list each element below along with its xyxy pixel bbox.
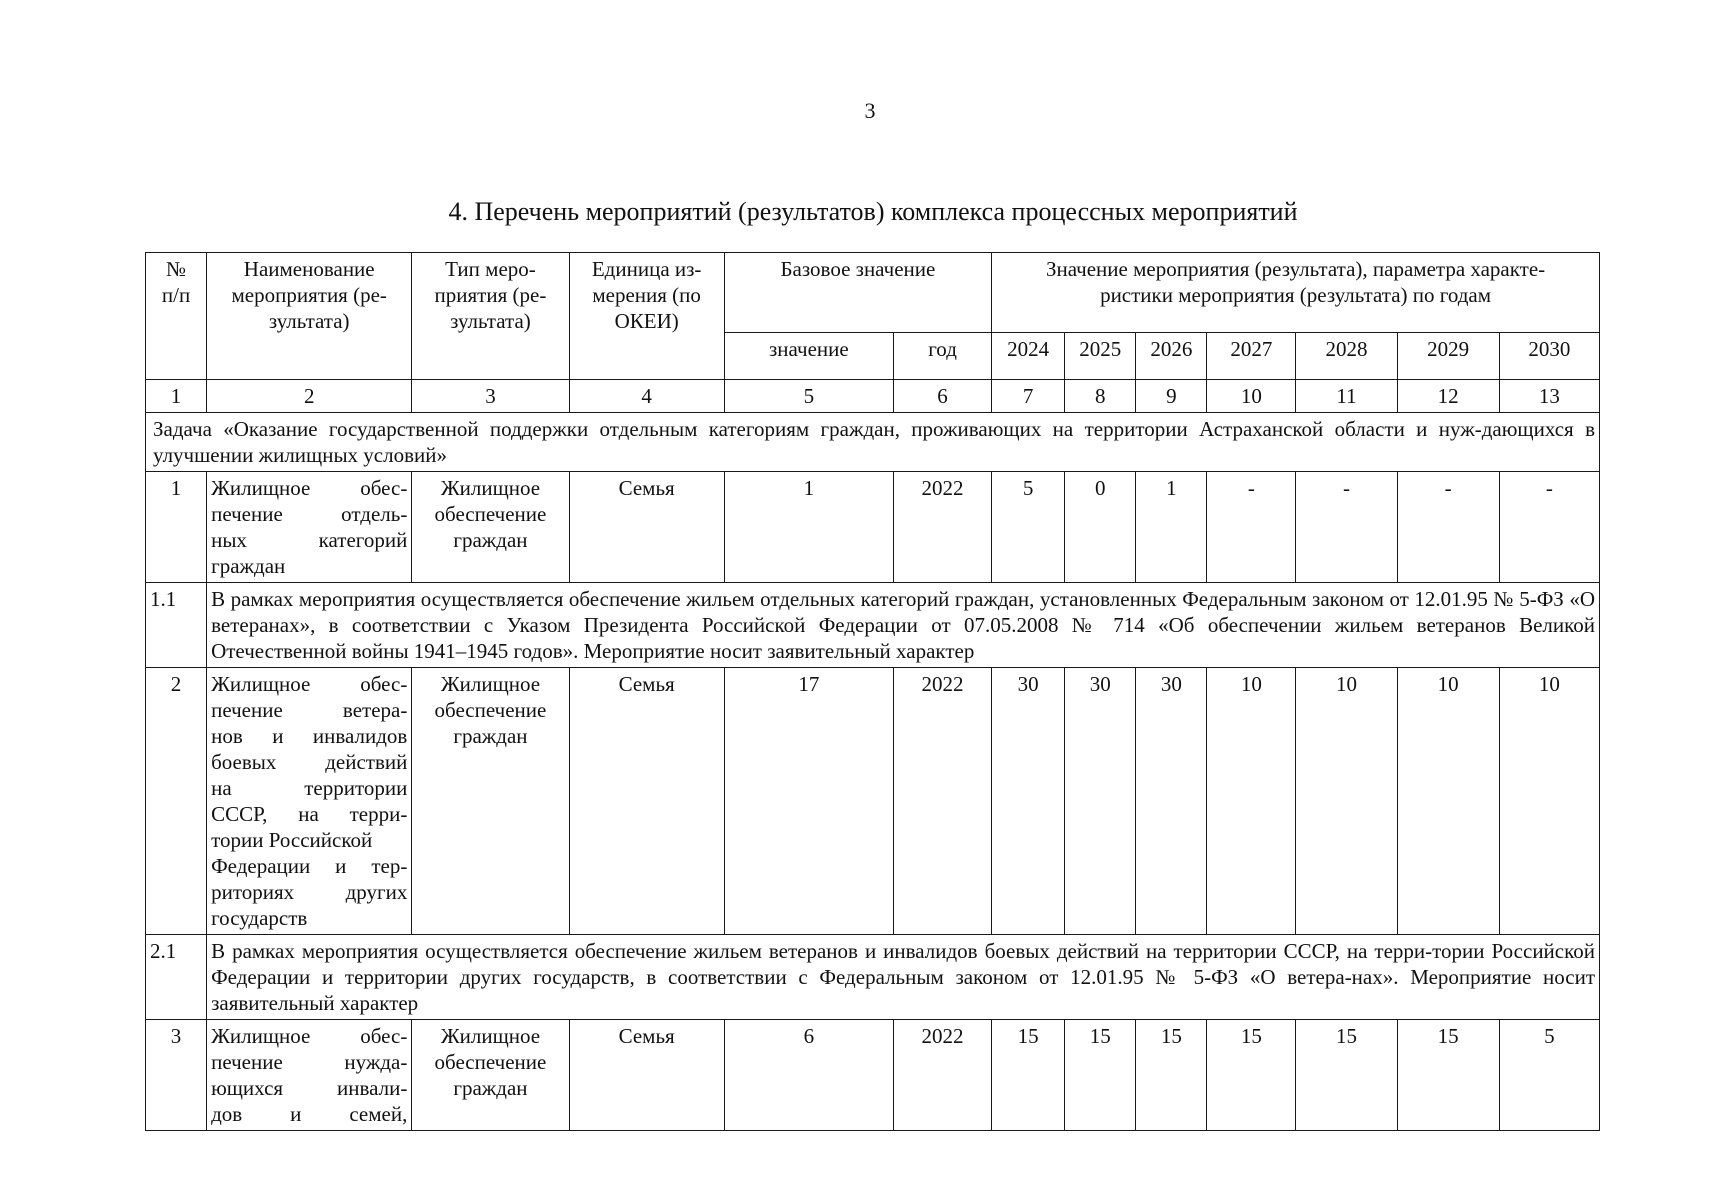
activity-type xyxy=(412,1020,569,1131)
column-number: 3 xyxy=(412,380,569,413)
year-value-cell: 10 xyxy=(1397,668,1499,935)
year-value-cell: 1 xyxy=(1136,472,1207,583)
activity-name-line: Жилищное обес- xyxy=(211,1024,408,1048)
column-numbers-row xyxy=(146,380,1600,413)
activity-name-line: Жилищное обес- xyxy=(211,476,408,500)
base-year-cell: 2022 xyxy=(893,1020,991,1131)
year-value-cell: 15 xyxy=(1397,1020,1499,1131)
activity-type-line: обеспечение xyxy=(434,1050,547,1074)
header-text: ристики мероприятия (результата) по годам xyxy=(1100,283,1492,307)
header-text: Единица из- xyxy=(591,257,702,281)
header-year: 2030 xyxy=(1499,332,1599,379)
header-text: п/п xyxy=(161,283,191,307)
activity-name xyxy=(207,1020,412,1131)
year-value-cell: 5 xyxy=(1499,1020,1599,1131)
activity-name-line: нов и инвалидов xyxy=(211,724,408,748)
activity-name-line: государств xyxy=(211,906,308,930)
activity-name-line: печение ветера- xyxy=(211,698,408,722)
column-number: 5 xyxy=(724,380,893,413)
note-text: В рамках мероприятия осуществляется обеспечение жильем отдельных категорий граждан, установленных Федеральным законом от 12.01.95 № 5-ФЗ «О ветеранах», в соответствии с Указом Президента Российской Федерации от 07.05.2008 № 714 «Об обеспечении жильем ветеранов Великой Отечественной войны 1941–1945 годов». Мероприятие носит заявительный характер xyxy=(207,583,1600,668)
header-text: приятия (ре- xyxy=(434,283,547,307)
column-number: 12 xyxy=(1397,380,1499,413)
activity-type-line: граждан xyxy=(453,724,528,748)
year-value-cell: 15 xyxy=(1136,1020,1207,1131)
activity-name-line: ющихся инвали- xyxy=(211,1076,408,1100)
activity-name-line: СССР, на терри- xyxy=(211,802,408,826)
unit-cell: Семья xyxy=(569,472,724,583)
year-value-cell: 15 xyxy=(992,1020,1065,1131)
task-row xyxy=(146,413,1600,472)
table-row xyxy=(146,472,1600,583)
note-text: В рамках мероприятия осуществляется обеспечение жильем ветеранов и инвалидов боевых действий на территории СССР, на терри-тории Российской Федерации и территории других государств, в соответствии с Федеральным законом от 12.01.95 № 5-ФЗ «О ветера-нах». Мероприятие носит заявительный характер xyxy=(207,935,1600,1020)
header-base-year: год xyxy=(893,332,991,379)
activity-name-line: боевых действий xyxy=(211,750,408,774)
table-row xyxy=(146,1020,1600,1131)
header-year: 2026 xyxy=(1136,332,1207,379)
header-text: ОКЕИ) xyxy=(614,309,679,333)
task-text: Задача «Оказание государственной поддержки отдельным категориям граждан, проживающих на территории Астраханской области и нуж-дающихся в улучшении жилищных условий» xyxy=(146,413,1600,472)
year-value-cell: 0 xyxy=(1065,472,1136,583)
header-year: 2027 xyxy=(1207,332,1296,379)
header-text: Значение мероприятия (результата), параметра характе- xyxy=(1045,257,1546,281)
year-value-cell: 30 xyxy=(1136,668,1207,935)
year-value-cell: 15 xyxy=(1296,1020,1397,1131)
row-number: 3 xyxy=(146,1020,207,1131)
year-value-cell: 5 xyxy=(992,472,1065,583)
header-text: зультата) xyxy=(268,309,350,333)
note-number: 1.1 xyxy=(146,583,207,668)
year-value-cell: 10 xyxy=(1499,668,1599,935)
column-number: 11 xyxy=(1296,380,1397,413)
year-value-cell: 15 xyxy=(1065,1020,1136,1131)
header-name xyxy=(207,253,412,380)
header-type xyxy=(412,253,569,380)
activity-type-line: граждан xyxy=(453,528,528,552)
column-number: 13 xyxy=(1499,380,1599,413)
year-value-cell: - xyxy=(1207,472,1296,583)
year-value-cell: - xyxy=(1499,472,1599,583)
year-value-cell: 30 xyxy=(1065,668,1136,935)
activity-type-line: обеспечение xyxy=(434,698,547,722)
activity-name-line: тории Российской xyxy=(211,828,373,852)
year-value-cell: 30 xyxy=(992,668,1065,935)
activity-type-line: обеспечение xyxy=(434,502,547,526)
header-text: Наименование xyxy=(243,257,375,281)
column-number: 10 xyxy=(1207,380,1296,413)
activity-type-line: граждан xyxy=(453,1076,528,1100)
column-number: 2 xyxy=(207,380,412,413)
column-number: 9 xyxy=(1136,380,1207,413)
year-value-cell: - xyxy=(1296,472,1397,583)
activity-name-line: печение нужда- xyxy=(211,1050,408,1074)
header-text: мерения (по xyxy=(592,283,701,307)
activity-name xyxy=(207,668,412,935)
activity-type-line: Жилищное xyxy=(440,1024,541,1048)
table-header-row xyxy=(146,253,1600,333)
year-value-cell: 10 xyxy=(1296,668,1397,935)
header-num xyxy=(146,253,207,380)
header-text: мероприятия (ре- xyxy=(231,283,387,307)
activity-name-line: дов и семей, xyxy=(211,1102,408,1126)
activity-type-line: Жилищное xyxy=(440,672,541,696)
header-text: зультата) xyxy=(450,309,531,333)
activity-name-line: Жилищное обес- xyxy=(211,672,408,696)
year-value-cell: 10 xyxy=(1207,668,1296,935)
row-number: 2 xyxy=(146,668,207,935)
note-number: 2.1 xyxy=(146,935,207,1020)
column-number: 8 xyxy=(1065,380,1136,413)
activity-name-line: Федерации и тер- xyxy=(211,854,408,878)
activity-name-line: печение отдель- xyxy=(211,502,408,526)
activity-name-line: граждан xyxy=(211,554,286,578)
base-year-cell: 2022 xyxy=(893,472,991,583)
table-row xyxy=(146,668,1600,935)
column-number: 1 xyxy=(146,380,207,413)
activity-type-line: Жилищное xyxy=(440,476,541,500)
header-year: 2028 xyxy=(1296,332,1397,379)
column-number: 6 xyxy=(893,380,991,413)
activity-type xyxy=(412,472,569,583)
header-base: Базовое значение xyxy=(724,253,991,333)
page-number: 3 xyxy=(864,98,876,123)
base-year-cell: 2022 xyxy=(893,668,991,935)
note-row xyxy=(146,583,1600,668)
unit-cell: Семья xyxy=(569,668,724,935)
unit-cell: Семья xyxy=(569,1020,724,1131)
year-value-cell: - xyxy=(1397,472,1499,583)
activity-name-line: риториях других xyxy=(211,880,408,904)
header-text: Тип меро- xyxy=(445,257,536,281)
note-row xyxy=(146,935,1600,1020)
header-unit xyxy=(569,253,724,380)
base-value-cell: 6 xyxy=(724,1020,893,1131)
activity-name-line: ных категорий xyxy=(211,528,408,552)
header-year: 2029 xyxy=(1397,332,1499,379)
page-title: 4. Перечень мероприятий (результатов) комплекса процессных мероприятий xyxy=(448,197,1298,226)
header-year: 2024 xyxy=(992,332,1065,379)
base-value-cell: 17 xyxy=(724,668,893,935)
column-number: 7 xyxy=(992,380,1065,413)
activity-type xyxy=(412,668,569,935)
header-years-group xyxy=(992,253,1600,333)
row-number: 1 xyxy=(146,472,207,583)
activities-table xyxy=(145,252,1600,1131)
header-base-value: значение xyxy=(724,332,893,379)
header-text: № xyxy=(166,257,187,281)
column-number: 4 xyxy=(569,380,724,413)
base-value-cell: 1 xyxy=(724,472,893,583)
activity-name xyxy=(207,472,412,583)
header-year: 2025 xyxy=(1065,332,1136,379)
year-value-cell: 15 xyxy=(1207,1020,1296,1131)
activity-name-line: на территории xyxy=(211,776,408,800)
